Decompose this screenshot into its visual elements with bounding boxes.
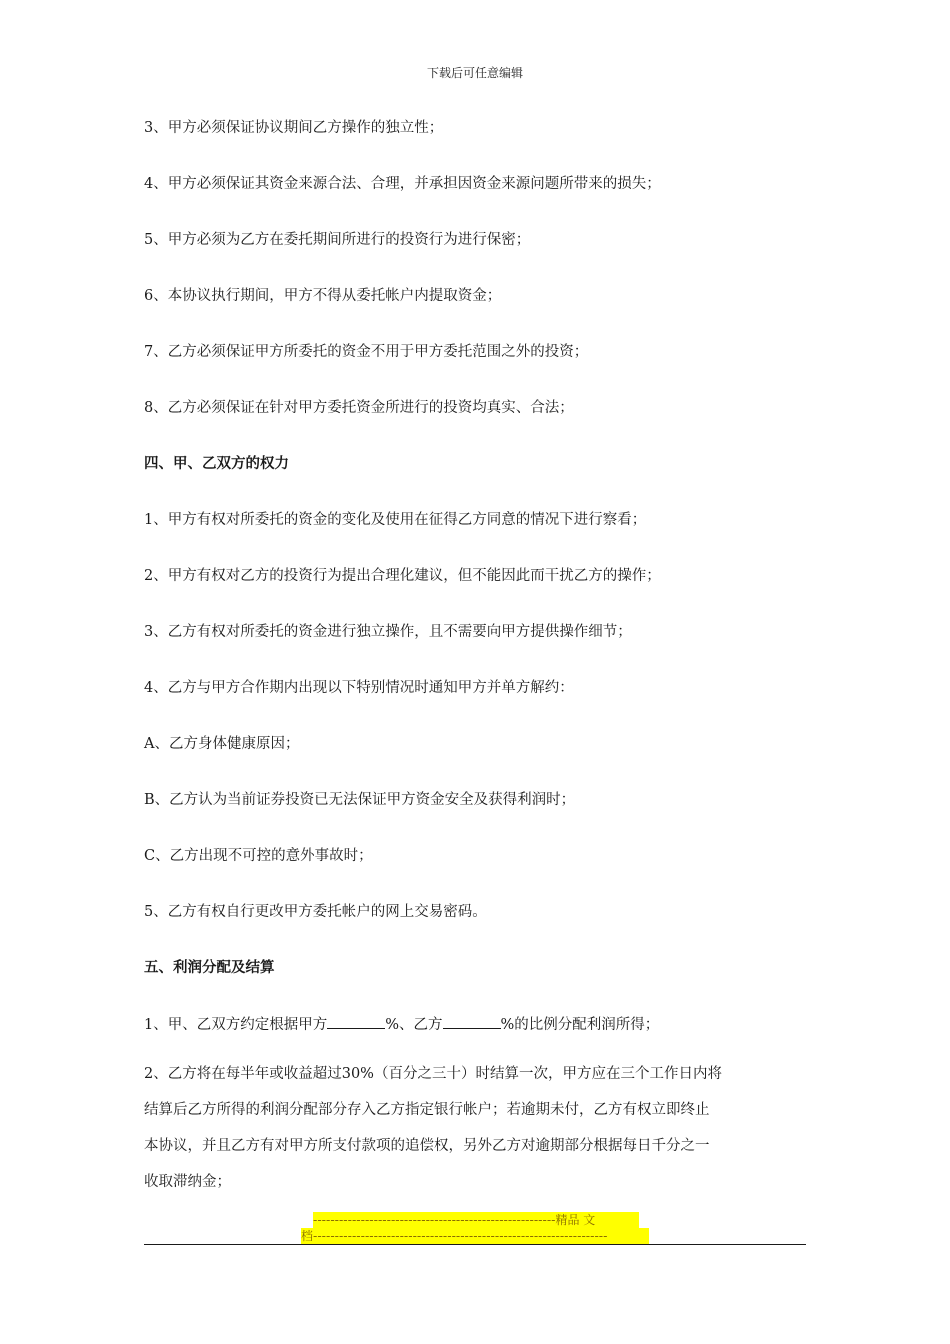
profit-item-2-line: 本协议，并且乙方有对甲方所支付款项的追偿权，另外乙方对逾期部分根据每日千分之一 bbox=[144, 1138, 710, 1154]
clause-line-7: 7、乙方必须保证甲方所委托的资金不用于甲方委托范围之外的投资； bbox=[144, 344, 589, 360]
clause-line-8: 8、乙方必须保证在针对甲方委托资金所进行的投资均真实、合法； bbox=[144, 400, 574, 416]
percent-sign-a: % bbox=[385, 1017, 400, 1033]
profit-item-1-text-a: 1、甲、乙双方约定根据甲方 bbox=[144, 1017, 328, 1033]
section-heading-profit: 五、利润分配及结算 bbox=[144, 960, 275, 976]
profit-item-1-text-c: 的比例分配利润所得； bbox=[514, 1017, 660, 1033]
rights-item-3: 3、乙方有权对所委托的资金进行独立操作，且不需要向甲方提供操作细节； bbox=[144, 624, 632, 640]
header-note: 下载后可任意编辑 bbox=[426, 66, 523, 80]
bottom-divider bbox=[144, 1244, 806, 1245]
profit-item-1-text-b: 、乙方 bbox=[399, 1017, 443, 1033]
party-a-percent-blank bbox=[327, 1014, 385, 1029]
party-b-percent-blank bbox=[443, 1014, 501, 1029]
rights-item-a: A、乙方身体健康原因； bbox=[144, 736, 300, 752]
footer-watermark-row: 档-------------------------------------------------------------------- bbox=[301, 1228, 649, 1244]
rights-item-2: 2、甲方有权对乙方的投资行为提出合理化建议，但不能因此而干扰乙方的操作； bbox=[144, 568, 661, 584]
rights-item-4: 4、乙方与甲方合作期内出现以下特别情况时通知甲方并单方解约： bbox=[144, 680, 574, 696]
profit-item-1 bbox=[144, 1014, 659, 1035]
clause-line-4: 4、甲方必须保证其资金来源合法、合理，并承担因资金来源问题所带来的损失； bbox=[144, 176, 661, 192]
profit-item-2-line: 结算后乙方所得的利润分配部分存入乙方指定银行帐户；若逾期未付，乙方有权立即终止 bbox=[144, 1102, 710, 1118]
footer-watermark bbox=[301, 1212, 649, 1244]
clause-line-6: 6、本协议执行期间，甲方不得从委托帐户内提取资金； bbox=[144, 288, 502, 304]
rights-item-5: 5、乙方有权自行更改甲方委托帐户的网上交易密码。 bbox=[144, 904, 487, 920]
percent-sign-b: % bbox=[500, 1017, 515, 1033]
profit-item-2-line: 2、乙方将在每半年或收益超过30%（百分之三十）时结算一次，甲方应在三个工作日内将 bbox=[144, 1066, 722, 1082]
profit-item-2-line: 收取滞纳金； bbox=[144, 1174, 231, 1190]
clause-line-5: 5、甲方必须为乙方在委托期间所进行的投资行为进行保密； bbox=[144, 232, 531, 248]
profit-item-2 bbox=[144, 1056, 806, 1200]
section-heading-rights: 四、甲、乙双方的权力 bbox=[144, 456, 289, 472]
rights-item-c: C、乙方出现不可控的意外事故时； bbox=[144, 848, 373, 864]
rights-item-b: B、乙方认为当前证券投资已无法保证甲方资金安全及获得利润时； bbox=[144, 792, 576, 808]
footer-watermark-row: --------------------------------------------------------精品 文 bbox=[313, 1212, 639, 1228]
clause-line-3: 3、甲方必须保证协议期间乙方操作的独立性； bbox=[144, 120, 444, 136]
rights-item-1: 1、甲方有权对所委托的资金的变化及使用在征得乙方同意的情况下进行察看； bbox=[144, 512, 647, 528]
